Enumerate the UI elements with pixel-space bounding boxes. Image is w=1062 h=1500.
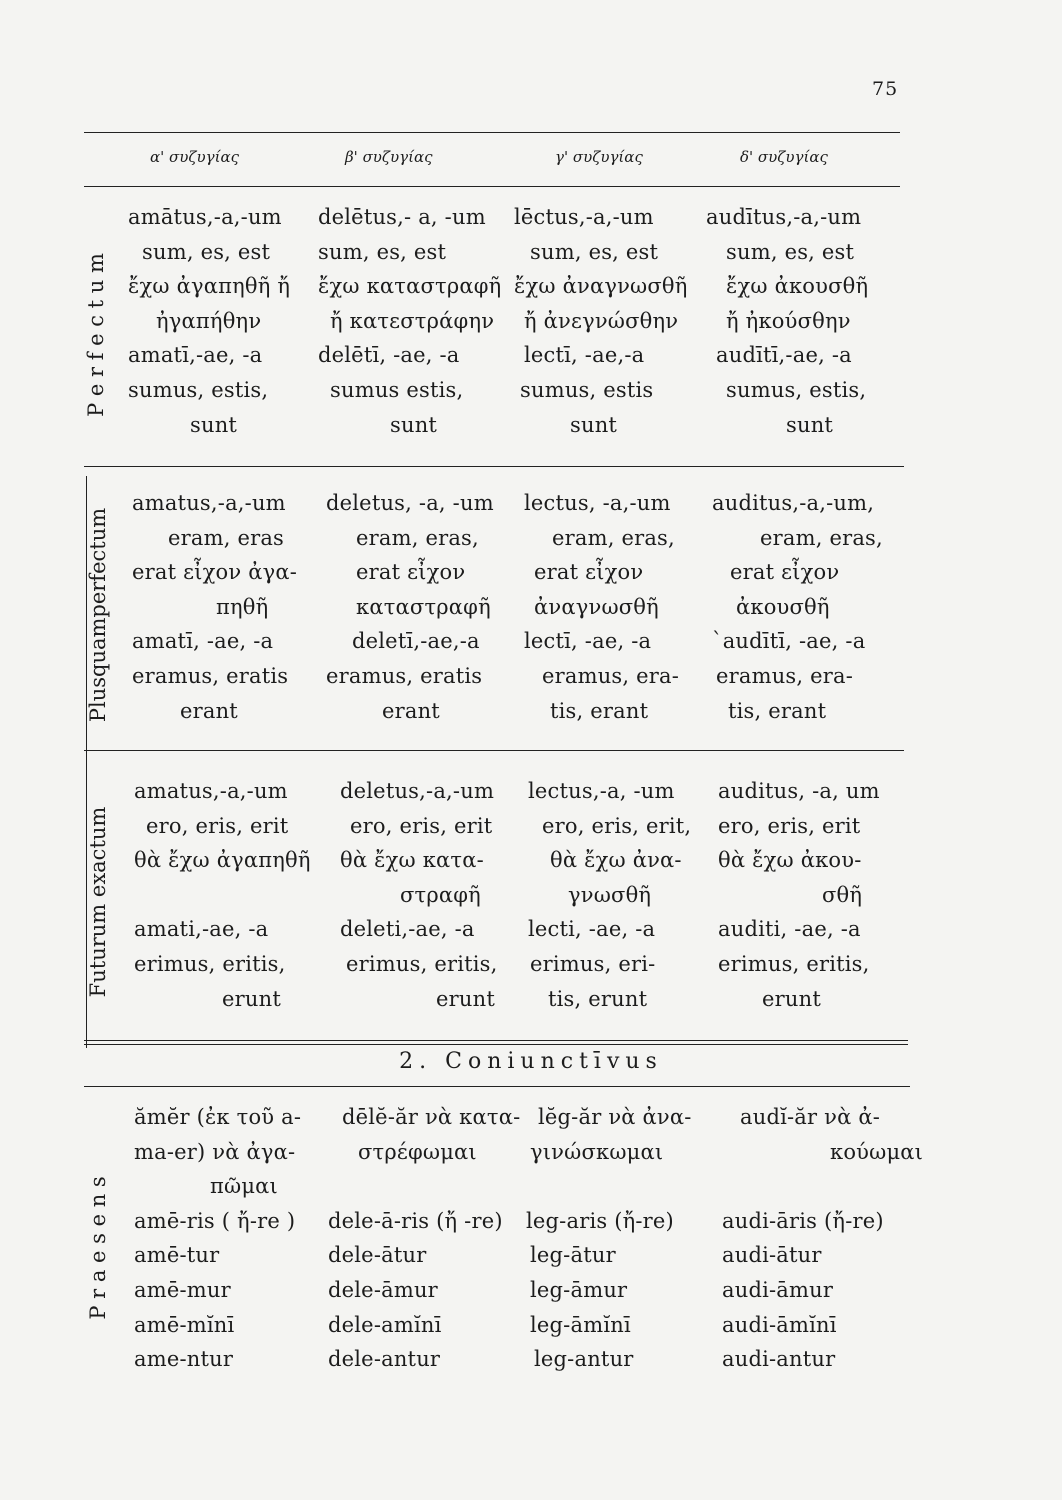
- cell: sumus, estis: [520, 377, 654, 402]
- plusquamperfectum-col-1: [132, 486, 297, 728]
- cell: audītī,-ae, -a: [716, 343, 852, 368]
- cell: deleti,-ae, -a: [340, 917, 475, 942]
- cell: ἠγαπήθην: [156, 308, 262, 333]
- cell: eram, eras,: [552, 525, 675, 550]
- cell: auditus, -a, um: [718, 779, 880, 803]
- perfectum-col-2: [318, 200, 501, 442]
- header-col-2: β' συζυγίας: [345, 148, 433, 166]
- cell: πῶμαι: [210, 1174, 278, 1199]
- cell: eramus, era-: [716, 663, 854, 688]
- cell: erat εἶχον: [534, 560, 644, 585]
- cell: lecti, -ae, -a: [528, 917, 656, 942]
- cell: amē-mĭnī: [134, 1312, 235, 1337]
- rule-top: [84, 132, 900, 133]
- cell: sunt: [390, 412, 438, 437]
- cell: tis, erunt: [548, 986, 648, 1011]
- cell: [530, 1169, 692, 1204]
- cell: audi-āris (ἤ-re): [722, 1208, 884, 1233]
- cell: ero, eris, erit: [350, 813, 493, 838]
- futurum-col-1: [134, 774, 311, 1016]
- cell: leg-āmur: [530, 1277, 628, 1302]
- cell: amē-tur: [134, 1243, 220, 1268]
- cell: sunt: [190, 412, 238, 437]
- cell: amē-mur: [134, 1277, 231, 1302]
- cell: eram, eras,: [760, 525, 883, 550]
- cell: γνωσθῆ: [568, 882, 652, 907]
- cell: eramus, era-: [542, 663, 680, 688]
- cell: lĕg-ăr νὰ ἀνα-: [538, 1105, 692, 1129]
- cell: [722, 1169, 923, 1204]
- cell: erunt: [436, 986, 495, 1011]
- cell: dele-amĭnī: [328, 1312, 442, 1337]
- cell: ἤ ἠκούσθην: [726, 308, 851, 333]
- cell: erimus, eritis,: [346, 951, 498, 976]
- cell: ἤ ἀνεγνώσθην: [524, 308, 679, 333]
- cell: erat εἶχον: [730, 560, 840, 585]
- cell: dele-antur: [328, 1347, 441, 1372]
- cell: ero, eris, erit: [146, 813, 289, 838]
- cell: erimus, eri-: [530, 951, 656, 976]
- cell: sumus, estis,: [726, 377, 867, 402]
- cell: lectī, -ae,-a: [524, 343, 645, 368]
- cell: `audītī, -ae, -a: [712, 629, 866, 654]
- cell: ἔχω ἀναγνωσθῆ: [514, 274, 688, 299]
- cell: [328, 1169, 520, 1204]
- cell: audĭ-ăr νὰ ἀ-: [740, 1105, 881, 1129]
- cell: ἔχω ἀγαπηθῆ ἤ: [128, 274, 291, 299]
- cell: audītus,-a,-um: [706, 205, 862, 229]
- cell: dele-āmur: [328, 1277, 438, 1302]
- plusquamperfectum-col-4: [712, 486, 883, 728]
- rule-perfectum-bottom: [84, 466, 904, 467]
- cell: sum, es, est: [530, 239, 659, 264]
- cell: leg-āmĭnī: [530, 1312, 631, 1337]
- cell: θὰ ἔχω ἀνα-: [550, 848, 682, 873]
- cell: leg-aris (ἤ-re): [526, 1208, 674, 1233]
- header-col-1: α' συζυγίας: [150, 148, 240, 166]
- cell: σθῆ: [822, 882, 863, 907]
- cell: ἀναγνωσθῆ: [534, 594, 659, 619]
- praesens-col-4: [722, 1100, 923, 1377]
- plusquamperfectum-col-3: [524, 486, 679, 728]
- cell: lectus, -a,-um: [524, 491, 671, 515]
- cell: tis, erant: [728, 698, 827, 723]
- cell: erimus, eritis,: [134, 951, 286, 976]
- section-label-perfectum: P e r f e c t u m: [84, 253, 108, 417]
- cell: amē-ris ( ἤ-re ): [134, 1208, 296, 1233]
- cell: στραφῆ: [400, 882, 481, 907]
- cell: ame-ntur: [134, 1347, 234, 1372]
- cell: audi-āmĭnī: [722, 1312, 837, 1337]
- cell: erunt: [762, 986, 821, 1011]
- cell: erimus, eritis,: [718, 951, 870, 976]
- cell: sunt: [786, 412, 834, 437]
- praesens-col-2: [328, 1100, 520, 1377]
- cell: amatī, -ae, -a: [132, 629, 274, 654]
- cell: deletī,-ae,-a: [352, 629, 480, 654]
- futurum-col-3: [528, 774, 691, 1016]
- cell: leg-antur: [534, 1347, 634, 1372]
- cell: auditus,-a,-um,: [712, 491, 875, 515]
- cell: delētī, -ae, -a: [318, 343, 460, 368]
- cell: ma-er) νὰ ἀγα-: [134, 1139, 296, 1164]
- rule-subheading-bottom: [84, 1086, 910, 1087]
- cell: amatus,-a,-um: [132, 491, 286, 515]
- cell: dēlĕ-ăr νὰ κατα-: [342, 1105, 521, 1129]
- cell: audi-āmur: [722, 1277, 834, 1302]
- cell: eramus, eratis: [326, 663, 483, 688]
- section-label-praesens: P r a e s e n s: [86, 1176, 110, 1320]
- cell: lectī, -ae, -a: [524, 629, 652, 654]
- cell: amatī,-ae, -a: [128, 343, 263, 368]
- praesens-col-3: [526, 1100, 692, 1377]
- cell: deletus,-a,-um: [340, 779, 495, 803]
- cell: delētus,- a, -um: [318, 205, 486, 229]
- cell: dele-ā-ris (ἤ -re): [328, 1208, 503, 1233]
- cell: θὰ ἔχω κατα-: [340, 848, 484, 873]
- rule-futurum-bottom-1: [84, 1040, 908, 1041]
- cell: audi-antur: [722, 1347, 836, 1372]
- header-col-3: γ' συζυγίας: [555, 148, 643, 166]
- cell: erant: [382, 698, 440, 723]
- cell: deletus, -a, -um: [326, 491, 494, 515]
- cell: erat εἶχον: [356, 560, 466, 585]
- cell: eram, eras,: [356, 525, 479, 550]
- cell: sunt: [570, 412, 618, 437]
- cell: erant: [180, 698, 238, 723]
- praesens-col-1: [134, 1100, 301, 1377]
- cell: καταστραφῆ: [356, 594, 491, 619]
- rule-futurum-bottom-2: [84, 1044, 908, 1045]
- cell: ero, eris, erit: [718, 813, 861, 838]
- cell: tis, erant: [550, 698, 649, 723]
- cell: κούωμαι: [830, 1139, 924, 1164]
- section-label-plusquamperfectum: Plusquamperfectum: [86, 507, 110, 723]
- perfectum-col-1: [128, 200, 290, 442]
- perfectum-col-3: [514, 200, 688, 442]
- cell: sum, es, est: [142, 239, 271, 264]
- header-col-4: δ' συζυγίας: [740, 148, 828, 166]
- cell: sum, es, est: [726, 239, 855, 264]
- cell: θὰ ἔχω ἀκου-: [718, 848, 862, 873]
- plusquamperfectum-col-2: [326, 486, 494, 728]
- cell: [134, 878, 311, 913]
- cell: sumus, estis,: [128, 377, 269, 402]
- cell: ero, eris, erit,: [542, 813, 692, 838]
- cell: lēctus,-a,-um: [514, 205, 654, 229]
- cell: sum, es, est: [318, 239, 447, 264]
- section-label-futurum-exactum: Futurum exactum: [86, 806, 110, 998]
- subheading-coniunctivus: 2. Coniunctīvus: [399, 1049, 663, 1074]
- cell: γινώσκωμαι: [530, 1139, 664, 1164]
- cell: amātus,-a,-um: [128, 205, 282, 229]
- futurum-col-4: [718, 774, 880, 1016]
- cell: erunt: [222, 986, 281, 1011]
- perfectum-col-4: [706, 200, 868, 442]
- futurum-col-2: [328, 774, 498, 1016]
- cell: ἤ κατεστράφην: [330, 308, 495, 333]
- cell: auditi, -ae, -a: [718, 917, 861, 942]
- rule-plusquam-bottom: [84, 750, 904, 751]
- rule-header-bottom: [84, 186, 900, 187]
- cell: eramus, eratis: [132, 663, 289, 688]
- cell: erat εἶχον ἀγα-: [132, 560, 298, 585]
- cell: ἔχω ἀκουσθῆ: [726, 274, 869, 299]
- cell: sumus estis,: [330, 377, 464, 402]
- cell: lectus,-a, -um: [528, 779, 675, 803]
- cell: ἀκουσθῆ: [736, 594, 830, 619]
- cell: ἔχω καταστραφῆ: [318, 274, 502, 299]
- cell: ămĕr (ἐκ τοῦ a-: [134, 1105, 302, 1129]
- cell: στρέφωμαι: [358, 1139, 477, 1164]
- page-number: 75: [872, 78, 899, 100]
- cell: leg-ātur: [530, 1243, 616, 1268]
- cell: πηθῆ: [216, 594, 269, 619]
- cell: eram, eras: [168, 525, 285, 550]
- cell: dele-ātur: [328, 1243, 427, 1268]
- cell: amati,-ae, -a: [134, 917, 269, 942]
- cell: θὰ ἔχω ἀγαπηθῆ: [134, 848, 311, 873]
- cell: audi-ātur: [722, 1243, 822, 1268]
- cell: amatus,-a,-um: [134, 779, 288, 803]
